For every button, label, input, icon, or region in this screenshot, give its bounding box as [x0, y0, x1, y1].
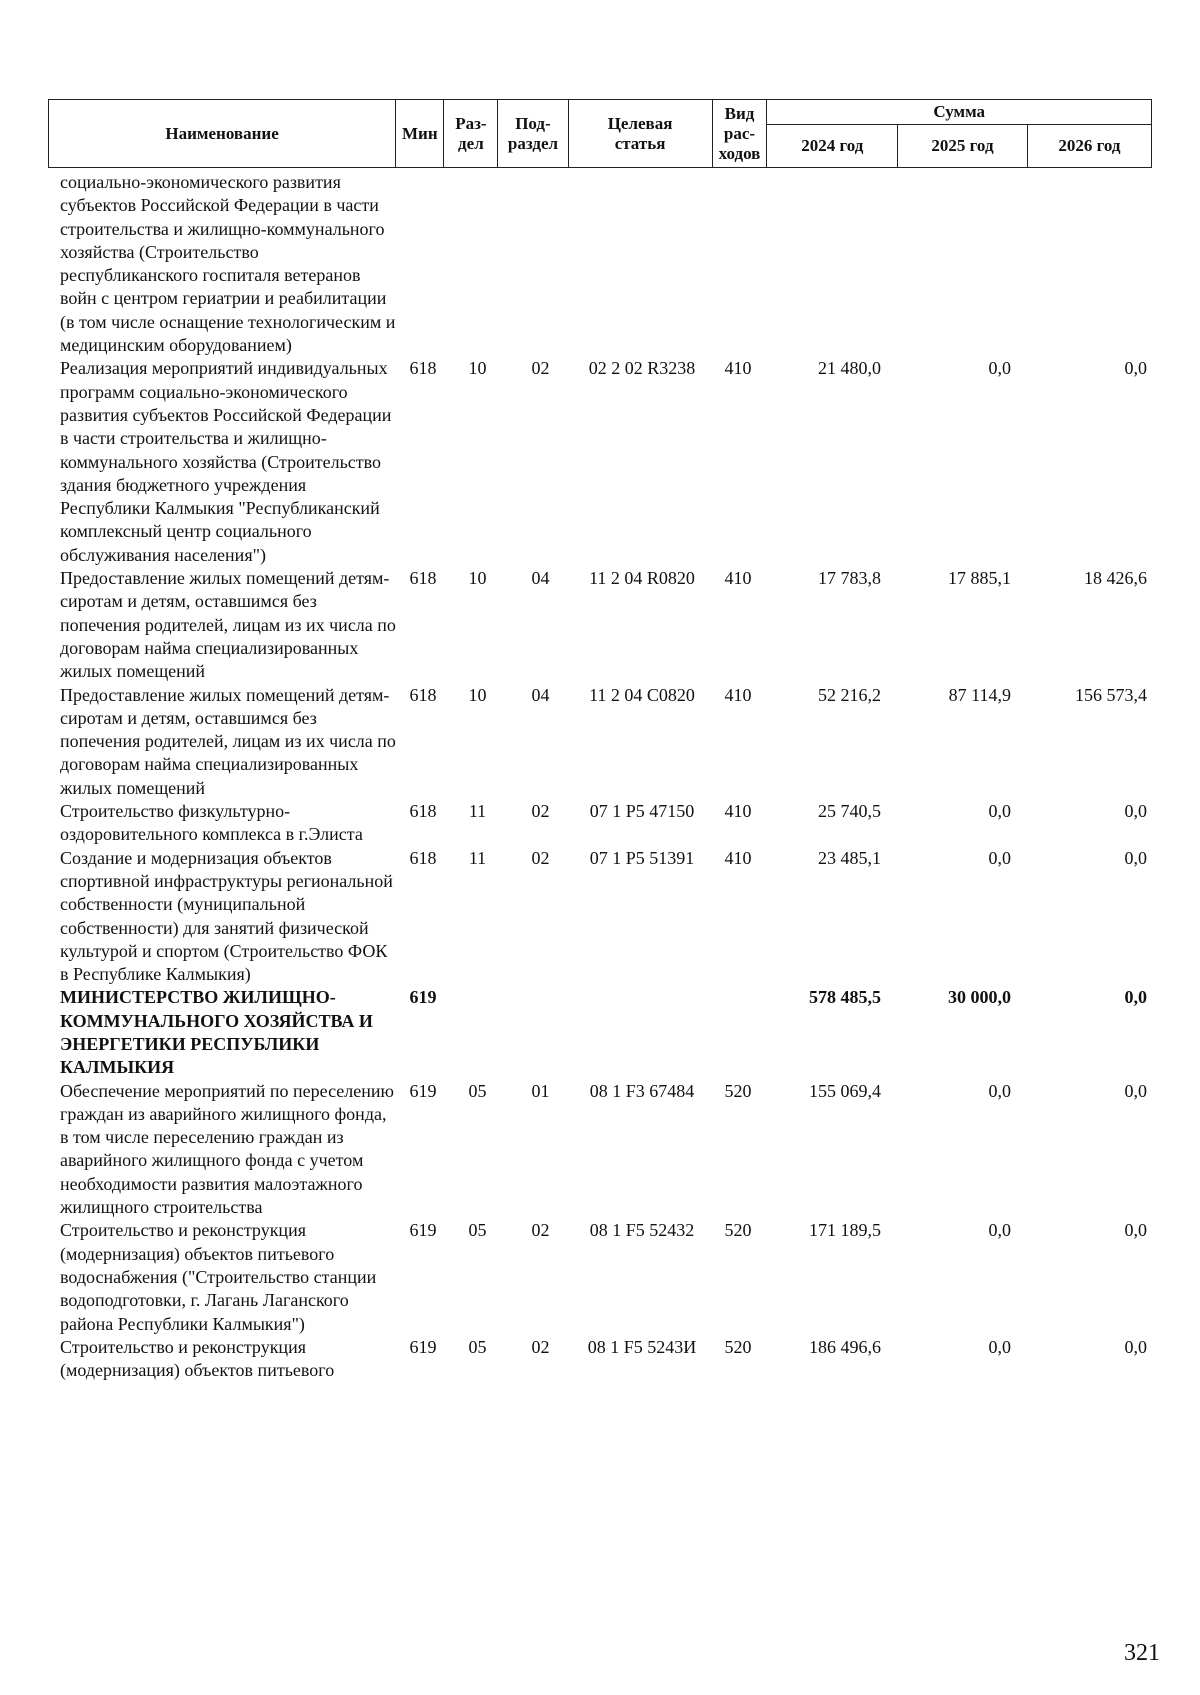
row-amount-2025: 17 885,1 [948, 568, 1011, 589]
row-amount-2025: 0,0 [988, 847, 1011, 868]
row-vid: 410 [724, 358, 752, 379]
row-amount-2025: 30 000,0 [948, 987, 1011, 1008]
row-amount-2024: 52 216,2 [818, 684, 881, 705]
row-vid: 520 [724, 1080, 752, 1101]
table-header [48, 99, 1152, 168]
row-celevaya: 08 1 F5 52432 [589, 1220, 695, 1241]
row-amount-2025: 0,0 [988, 1220, 1011, 1241]
table-row [48, 986, 1152, 1079]
row-razdel: 05 [468, 1080, 487, 1101]
row-razdel: 11 [468, 847, 487, 868]
row-amount-2026: 0,0 [1124, 1220, 1147, 1241]
row-podrazdel: 02 [531, 1336, 550, 1357]
row-razdel: 11 [468, 801, 487, 822]
row-min: 618 [409, 684, 437, 705]
row-podrazdel: 02 [531, 847, 550, 868]
header-vid: Вид рас- ходов [712, 100, 767, 168]
row-min: 618 [409, 847, 437, 868]
header-name: Наименование [49, 100, 396, 168]
row-celevaya: 02 2 02 R3238 [588, 358, 696, 379]
row-vid: 410 [724, 801, 752, 822]
row-amount-2026: 156 573,4 [1075, 684, 1147, 705]
row-razdel: 05 [468, 1220, 487, 1241]
row-razdel: 10 [468, 684, 487, 705]
header-celevaya: Целевая статья [568, 100, 712, 168]
row-min: 619 [409, 1080, 437, 1101]
row-name: Строительство и реконструкция (модернизация) объектов питьевого [60, 1336, 335, 1381]
row-razdel: 05 [468, 1336, 487, 1357]
row-amount-2024: 25 740,5 [818, 801, 881, 822]
row-name: Строительство и реконструкция (модернизация) объектов питьевого водоснабжения ("Строительство станции водоподготовки, г. Лагань Лаганского района Республики Калмыкия") [60, 1220, 377, 1334]
row-amount-2025: 0,0 [988, 1080, 1011, 1101]
row-amount-2024: 23 485,1 [818, 847, 881, 868]
row-razdel: 10 [468, 358, 487, 379]
table-row [48, 684, 1152, 800]
table-row [48, 171, 1152, 357]
header-year-2025: 2025 год [898, 125, 1028, 168]
row-amount-2026: 0,0 [1124, 358, 1147, 379]
row-podrazdel: 02 [531, 801, 550, 822]
row-vid: 520 [724, 1336, 752, 1357]
row-razdel: 10 [468, 568, 487, 589]
row-amount-2026: 0,0 [1124, 847, 1147, 868]
table-row [48, 357, 1152, 567]
row-vid: 520 [724, 1220, 752, 1241]
row-vid: 410 [724, 568, 752, 589]
row-celevaya: 08 1 F5 5243И [587, 1336, 697, 1357]
row-amount-2025: 0,0 [988, 1336, 1011, 1357]
row-name: Предоставление жилых помещений детям-сиротам и детям, оставшимся без попечения родителей, лицам из их числа по договорам найма специализированных жилых помещений [60, 568, 396, 682]
row-vid: 410 [724, 847, 752, 868]
row-name: Создание и модернизация объектов спортивной инфраструктуры региональной собственности (муниципальной собственности) для занятий физической культурой и спортом (Строительство ФОК в Республике Калмыкия) [60, 847, 393, 985]
row-amount-2024: 186 496,6 [809, 1336, 881, 1357]
row-amount-2024: 171 189,5 [809, 1220, 881, 1241]
row-amount-2025: 87 114,9 [948, 684, 1011, 705]
row-podrazdel: 04 [531, 568, 550, 589]
row-celevaya: 07 1 P5 47150 [589, 801, 695, 822]
row-name: Строительство физкультурно-оздоровительного комплекса в г.Элиста [60, 801, 363, 845]
row-amount-2025: 0,0 [988, 358, 1011, 379]
row-amount-2024: 155 069,4 [809, 1080, 881, 1101]
table-row [48, 800, 1152, 847]
header-min: Мин [396, 100, 444, 168]
table-row [48, 847, 1152, 987]
row-amount-2026: 0,0 [1124, 801, 1147, 822]
row-name: Предоставление жилых помещений детям-сиротам и детям, оставшимся без попечения родителей, лицам из их числа по договорам найма специализированных жилых помещений [60, 684, 396, 798]
row-name: социально-экономического развития субъектов Российской Федерации в части строительства и жилищно-коммунального хозяйства (Строительство республиканского госпиталя ветеранов войн с центром гериатрии и реабилитации (в том числе оснащение технологическим и медицинским оборудованием) [60, 172, 396, 356]
header-podrazdel: Под- раздел [498, 100, 568, 168]
row-min: 619 [409, 1336, 437, 1357]
table-body [48, 171, 1152, 1382]
table-row [48, 567, 1152, 683]
row-celevaya: 07 1 P5 51391 [589, 847, 695, 868]
row-celevaya: 11 2 04 R0820 [589, 568, 695, 589]
row-amount-2026: 0,0 [1124, 1336, 1147, 1357]
header-summa: Сумма [767, 100, 1152, 125]
page-number: 321 [1124, 1640, 1160, 1666]
row-podrazdel: 04 [531, 684, 550, 705]
row-celevaya: 08 1 F3 67484 [589, 1080, 695, 1101]
row-podrazdel: 02 [531, 358, 550, 379]
row-min: 619 [409, 987, 437, 1008]
row-podrazdel: 01 [531, 1080, 550, 1101]
row-name: Обеспечение мероприятий по переселению граждан из аварийного жилищного фонда, в том числе переселению граждан из аварийного жилищного фонда с учетом необходимости развития малоэтажного жилищного строительства [60, 1080, 394, 1218]
row-celevaya: 11 2 04 C0820 [589, 684, 695, 705]
row-amount-2025: 0,0 [988, 801, 1011, 822]
header-year-2024: 2024 год [767, 125, 898, 168]
row-name: МИНИСТЕРСТВО ЖИЛИЩНО-КОММУНАЛЬНОГО ХОЗЯЙСТВА И ЭНЕРГЕТИКИ РЕСПУБЛИКИ КАЛМЫКИЯ [60, 987, 373, 1078]
row-podrazdel: 02 [531, 1220, 550, 1241]
row-min: 619 [409, 1220, 437, 1241]
row-min: 618 [409, 801, 437, 822]
header-year-2026: 2026 год [1027, 125, 1151, 168]
row-name: Реализация мероприятий индивидуальных программ социально-экономического развития субъектов Российской Федерации в части строительства и жилищно-коммунального хозяйства (Строительство здания бюджетного учреждения Республики Калмыкия "Республиканский комплексный центр социального обслуживания населения") [60, 358, 392, 565]
row-amount-2024: 578 485,5 [809, 987, 881, 1008]
row-amount-2026: 0,0 [1124, 1080, 1147, 1101]
table-row [48, 1080, 1152, 1220]
table-row [48, 1336, 1152, 1383]
row-amount-2024: 21 480,0 [818, 358, 881, 379]
row-vid: 410 [724, 684, 752, 705]
row-min: 618 [409, 358, 437, 379]
row-amount-2024: 17 783,8 [818, 568, 881, 589]
table-row [48, 1219, 1152, 1335]
row-min: 618 [409, 568, 437, 589]
row-amount-2026: 0,0 [1124, 987, 1147, 1008]
header-razdel: Раз- дел [444, 100, 498, 168]
row-amount-2026: 18 426,6 [1084, 568, 1147, 589]
